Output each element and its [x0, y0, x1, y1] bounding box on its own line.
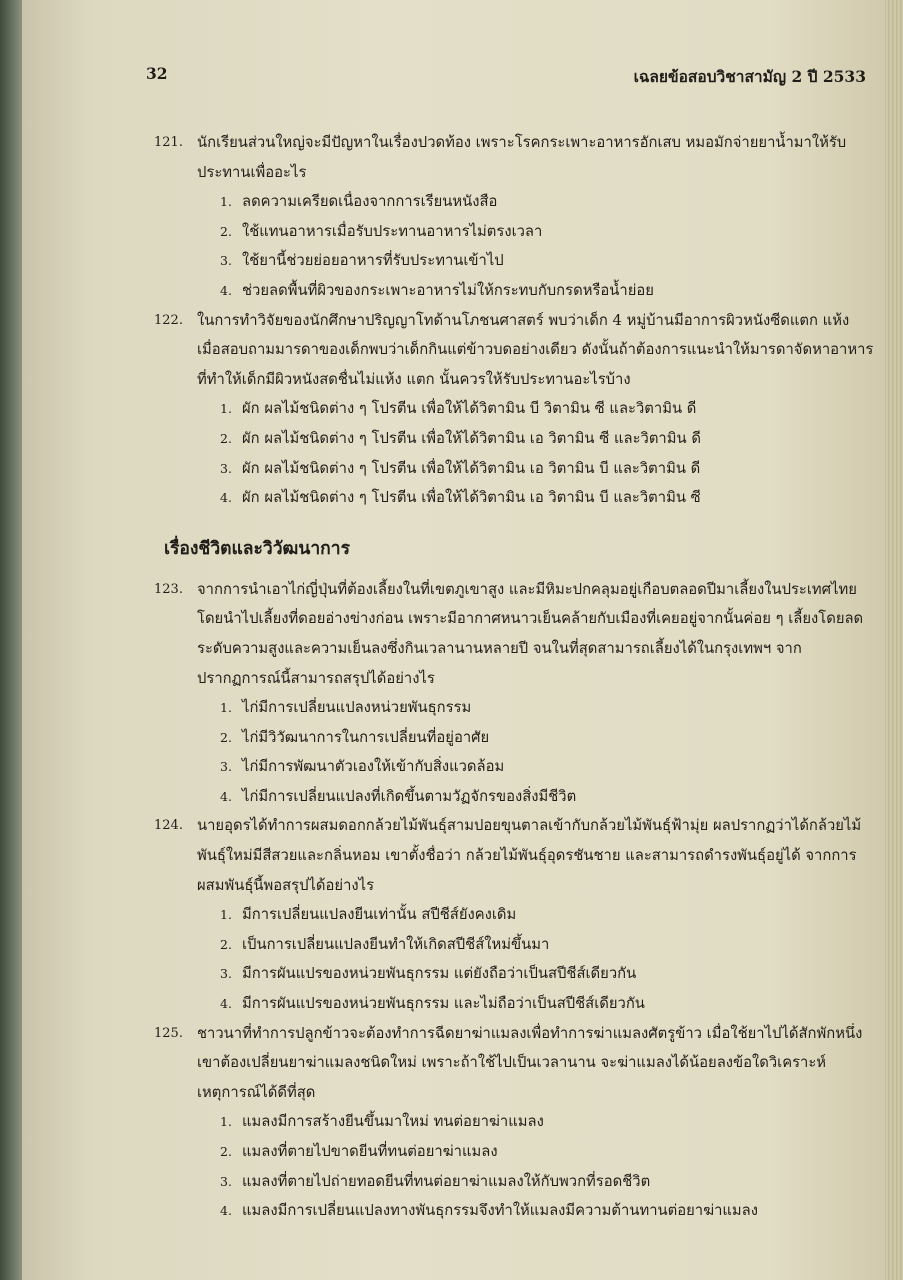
option-number: 1.	[220, 907, 232, 923]
option-text: ไก่มีการเปลี่ยนแปลงที่เกิดขึ้นตามวัฏจักรของสิ่งมีชีวิต	[242, 787, 577, 805]
question-text: จากการนำเอาไก่ญี่ปุ่นที่ต้องเลี้ยงในที่เขตภูเขาสูง และมีหิมะปกคลุมอยู่เกือบตลอดปีมาเลี้ยงในประเทศไทย โดยนำไปเลี้ยงที่ดอยอ่างข่างก่อน เพราะมีอากาศหนาวเย็นคล้ายกับเมืองที่เคยอยู่จากนั้นค่อย ๆ เลี้ยงโดยลดระดับความสูงและความเย็นลงซึ่งกินเวลานานหลายปี จนในที่สุดสามารถเลี้ยงได้ในกรุงเทพฯ จากปรากฏการณ์นี้สามารถสรุปได้อย่างไร	[197, 580, 864, 687]
option-number: 1.	[220, 401, 232, 417]
option-item	[197, 930, 874, 960]
question-number: 124.	[154, 818, 183, 834]
running-title: เฉลยข้อสอบวิชาสามัญ 2 ปี 2533	[633, 67, 866, 86]
question-122	[154, 306, 874, 513]
option-text: เป็นการเปลี่ยนแปลงยีนทำให้เกิดสปีชีส์ใหม่ขึ้นมา	[242, 935, 550, 953]
option-number: 3.	[220, 1173, 232, 1189]
option-number: 1.	[220, 194, 232, 210]
option-text: ไก่มีการเปลี่ยนแปลงหน่วยพันธุกรรม	[242, 699, 472, 717]
option-item	[197, 424, 874, 454]
option-number: 4.	[220, 1203, 232, 1219]
question-text: นักเรียนส่วนใหญ่จะมีปัญหาในเรื่องปวดท้อง เพราะโรคกระเพาะอาหารอักเสบ หมอมักจ่ายยาน้ำมาให้รับประทานเพื่ออะไร	[197, 134, 847, 181]
question-number: 122.	[154, 312, 183, 328]
book-gutter-edge	[0, 0, 22, 1280]
question-text: นายอุดรได้ทำการผสมดอกกล้วยไม้พันธุ์สามปอยขุนตาลเข้ากับกล้วยไม้พันธุ์ฟ้ามุ่ย ผลปรากฏว่าได้กล้วยไม้พันธุ์ใหม่มีสีสวยและกลิ่นหอม เขาตั้งชื่อว่า กล้วยไม้พันธุ์อุดรชันชาย และสามารถดำรงพันธุ์อยู่ได้ จากการผสมพันธุ์นี้พอสรุปได้อย่างไร	[197, 817, 862, 894]
option-number: 3.	[220, 253, 232, 269]
option-item	[197, 1196, 874, 1226]
question-125	[154, 1019, 874, 1226]
question-number: 121.	[154, 135, 183, 150]
option-text: ลดความเครียดเนื่องจากการเรียนหนังสือ	[242, 193, 498, 211]
option-number: 1.	[220, 1114, 232, 1130]
option-text: มีการผันแปรของหน่วยพันธุกรรม และไม่ถือว่าเป็นสปีชีส์เดียวกัน	[242, 995, 645, 1013]
option-item	[197, 1137, 874, 1167]
option-item	[197, 1167, 874, 1197]
option-item	[197, 276, 874, 306]
option-text: ช่วยลดพื้นที่ผิวของกระเพาะอาหารไม่ให้กระทบกับกรดหรือน้ำย่อย	[242, 281, 654, 299]
option-item	[197, 454, 874, 484]
option-item	[197, 483, 874, 513]
option-item	[197, 752, 874, 782]
question-number: 123.	[154, 581, 183, 597]
page-number: 32	[146, 64, 168, 83]
option-item	[197, 187, 874, 217]
page-content	[154, 128, 874, 1226]
option-item	[197, 246, 874, 276]
option-number: 2.	[220, 1144, 232, 1159]
option-number: 3.	[220, 460, 232, 476]
option-item	[197, 1107, 874, 1137]
option-number: 2.	[220, 430, 232, 446]
option-text: มีการเปลี่ยนแปลงยีนเท่านั้น สปีชีส์ยังคงเดิม	[242, 906, 517, 924]
option-item	[197, 900, 874, 930]
option-number: 4.	[220, 788, 232, 804]
option-number: 2.	[220, 223, 232, 239]
question-text: ในการทำวิจัยของนักศึกษาปริญญาโทด้านโภชนศาสตร์ พบว่าเด็ก 4 หมู่บ้านมีอาการผิวหนังซีดแตก แห้ง เมื่อสอบถามมารดาของเด็กพบว่าเด็กกินแต่ข้าวบดอย่างเดียว ดังนั้นถ้าต้องการแนะนำให้มารดาจัดหาอาหารที่ทำให้เด็กมีผิวหนังสดชื่นไม่แห้ง แตก นั้นควรให้รับประทานอะไรบ้าง	[197, 311, 874, 388]
option-text: ผัก ผลไม้ชนิดต่าง ๆ โปรตีน เพื่อให้ได้วิตามิน เอ วิตามิน ซี และวิตามิน ดี	[242, 429, 701, 447]
option-item	[197, 217, 874, 247]
option-text: ใช้แทนอาหารเมื่อรับประทานอาหารไม่ตรงเวลา	[242, 222, 543, 240]
option-item	[197, 693, 874, 723]
option-text: แมลงมีการสร้างยีนขึ้นมาใหม่ ทนต่อยาฆ่าแมลง	[242, 1113, 544, 1131]
option-list	[197, 1107, 874, 1225]
option-text: มีการผันแปรของหน่วยพันธุกรรม แต่ยังถือว่าเป็นสปีชีส์เดียวกัน	[242, 965, 637, 983]
option-number: 2.	[220, 729, 232, 745]
option-text: ผัก ผลไม้ชนิดต่าง ๆ โปรตีน เพื่อให้ได้วิตามิน เอ วิตามิน บี และวิตามิน ซี	[242, 489, 701, 507]
option-text: ไก่มีวิวัฒนาการในการเปลี่ยนที่อยู่อาศัย	[242, 728, 490, 746]
option-text: ใช้ยานี้ช่วยย่อยอาหารที่รับประทานเข้าไป	[242, 252, 504, 270]
section-heading: เรื่องชีวิตและวิวัฒนาการ	[164, 538, 350, 559]
option-list	[197, 900, 874, 1018]
question-123	[154, 575, 874, 812]
question-text: ชาวนาที่ทำการปลูกข้าวจะต้องทำการฉีดยาฆ่าแมลงเพื่อทำการฆ่าแมลงศัตรูข้าว เมื่อใช้ยาไปได้สักพักหนึ่ง เขาต้องเปลี่ยนยาฆ่าแมลงชนิดใหม่ เพราะถ้าใช้ไปเป็นเวลานาน จะฆ่าแมลงได้น้อยลงข้อใดวิเคราะห์เหตุการณ์ได้ดีที่สุด	[197, 1024, 863, 1101]
option-number: 4.	[220, 282, 232, 298]
option-number: 4.	[220, 996, 232, 1012]
option-number: 3.	[220, 759, 232, 775]
option-list	[197, 693, 874, 811]
option-item	[197, 723, 874, 753]
option-number: 1.	[220, 700, 232, 716]
option-list	[197, 394, 874, 512]
option-text: แมลงที่ตายไปขาดยีนที่ทนต่อยาฆ่าแมลง	[242, 1143, 498, 1160]
option-number: 4.	[220, 490, 232, 506]
option-text: แมลงที่ตายไปถ่ายทอดยีนที่ทนต่อยาฆ่าแมลงให้กับพวกที่รอดชีวิต	[242, 1172, 651, 1190]
option-item	[197, 782, 874, 812]
book-page	[22, 0, 903, 1280]
question-number: 125.	[154, 1025, 183, 1041]
option-text: ไก่มีการพัฒนาตัวเองให้เข้ากับสิ่งแวดล้อม	[242, 758, 505, 776]
option-text: ผัก ผลไม้ชนิดต่าง ๆ โปรตีน เพื่อให้ได้วิตามิน บี วิตามิน ซี และวิตามิน ดี	[242, 400, 697, 418]
option-text: ผัก ผลไม้ชนิดต่าง ๆ โปรตีน เพื่อให้ได้วิตามิน เอ วิตามิน บี และวิตามิน ดี	[242, 459, 701, 477]
option-item	[197, 394, 874, 424]
option-item	[197, 959, 874, 989]
question-124	[154, 811, 874, 1018]
option-number: 2.	[220, 936, 232, 952]
option-list	[197, 187, 874, 305]
option-text: แมลงมีการเปลี่ยนแปลงทางพันธุกรรมจึงทำให้แมลงมีความต้านทานต่อยาฆ่าแมลง	[242, 1202, 758, 1220]
option-number: 3.	[220, 966, 232, 982]
question-121	[154, 128, 874, 306]
option-item	[197, 989, 874, 1019]
page-stack-edge	[885, 0, 903, 1280]
